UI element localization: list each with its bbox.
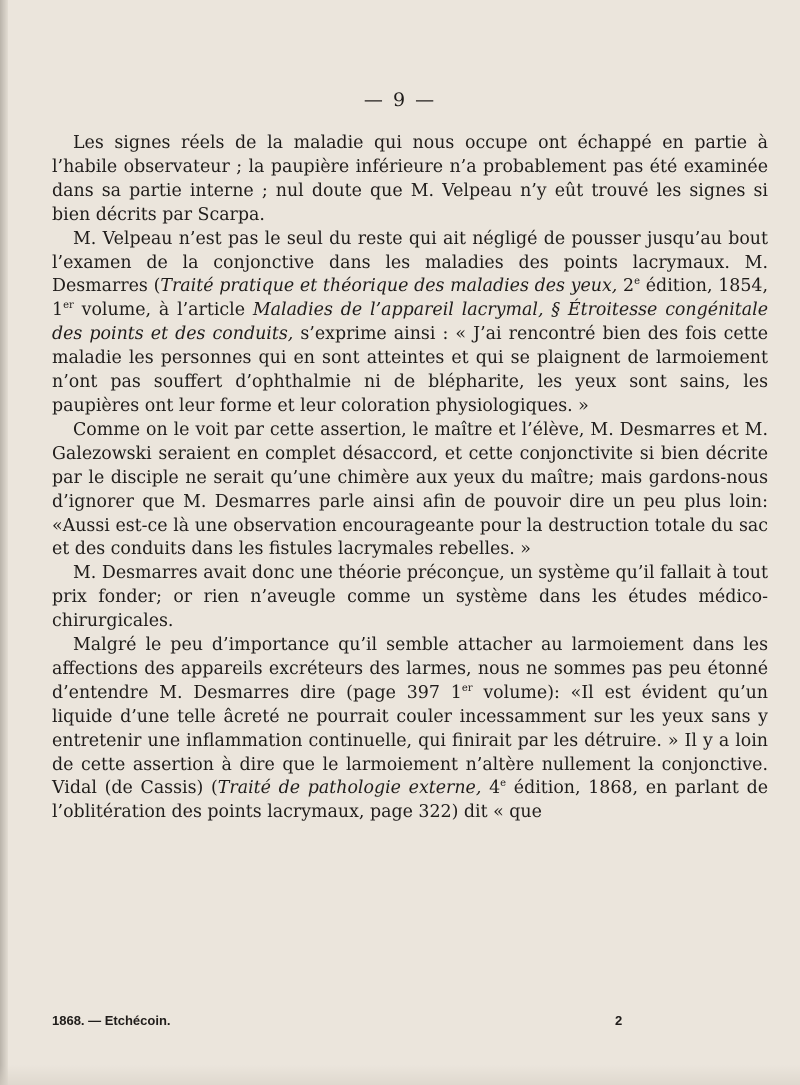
paragraph: [52, 228, 768, 419]
text-run: M. Velpeau n’est pas le seul du reste qui ait négligé de pousser jusqu’au bout l’examen de la conjonctive dans les maladies des points lacrymaux. M. Desmarres (: [52, 228, 768, 297]
paragraph: [52, 419, 768, 562]
page-left-edge: [0, 0, 8, 1085]
page-number-header: — 9 —: [363, 89, 437, 111]
body-text: [52, 132, 768, 825]
text-run: s’exprime ainsi : « J’ai rencontré bien des fois cette maladie les personnes qui en sont atteintes et qui se plaignent de larmoiement n’ont pas souffert d’ophthalmie ni de blépharite, les yeux sont sains, les paupières ont leur forme et leur coloration physiologiques. »: [52, 324, 768, 416]
text-run: volume): «Il est évident qu’un liquide d’une telle âcreté ne pourrait couler incessamment sur les yeux sans y entretenir une inflammation continuelle, qui finirait par les détruire. » Il y a loin de cette assertion à dire que le larmoiement n’altère nullement la conjonctive. Vidal (de Cassis) (: [52, 682, 768, 799]
text-run: Comme on le voit par cette assertion, le maître et l’élève, M. Desmarres et M. Galezowski seraient en complet désaccord, et cette conjonctivite si bien décrite par le disciple ne serait qu’une chimère aux yeux du maître; mais gardons-nous d’ignorer que M. Desmarres parle ainsi afin de pouvoir dire un peu plus loin: «Aussi est-ce là une observation encourageante pour la destruction totale du sac et des conduits dans les fistules lacrymales rebelles. »: [52, 419, 768, 560]
text-run: 2: [617, 276, 635, 297]
italic-title: Traité pratique et théorique des maladies des yeux,: [160, 276, 618, 297]
page-bottom-shade: [0, 1065, 800, 1085]
text-run: édition, 1868, en parlant de l’oblitération des points lacrymaux, page 322) dit « que: [52, 778, 768, 823]
text-run: Malgré le peu d’importance qu’il semble attacher au larmoiement dans les affections des appareils excréteurs des larmes, nous ne sommes pas peu étonné d’entendre M. Desmarres dire (page 397 1: [52, 635, 768, 703]
paragraph: [52, 634, 768, 825]
signature-mark: 2: [615, 1013, 623, 1028]
superscript: e: [500, 778, 507, 790]
superscript: er: [461, 683, 473, 695]
italic-title: Traité de pathologie externe,: [217, 778, 482, 799]
italic-title: Maladies de l’appareil lacrymal, § Étroitesse congénitale des points et des conduits,: [52, 300, 768, 345]
paragraph: [52, 562, 768, 634]
text-run: 4: [481, 778, 501, 799]
text-run: Les signes réels de la maladie qui nous occupe ont échappé en partie à l’habile observateur ; la paupière inférieure n’a probablement pas été examinée dans sa partie interne ; nul doute que M. Velpeau n’y eût trouvé les signes si bien décrits par Scarpa.: [52, 133, 768, 225]
text-run: volume, à l’article: [73, 300, 253, 321]
superscript: er: [63, 300, 74, 312]
text-run: édition, 1854, 1: [52, 276, 769, 321]
page-footer: [52, 1013, 768, 1028]
footer-imprint: 1868. — Etchécoin.: [52, 1013, 171, 1028]
paragraph: [52, 132, 768, 228]
superscript: e: [634, 276, 641, 288]
text-run: M. Desmarres avait donc une théorie préconçue, un système qu’il fallait à tout prix fonder; or rien n’aveugle comme un système dans les études médico-chirurgicales.: [52, 563, 768, 632]
